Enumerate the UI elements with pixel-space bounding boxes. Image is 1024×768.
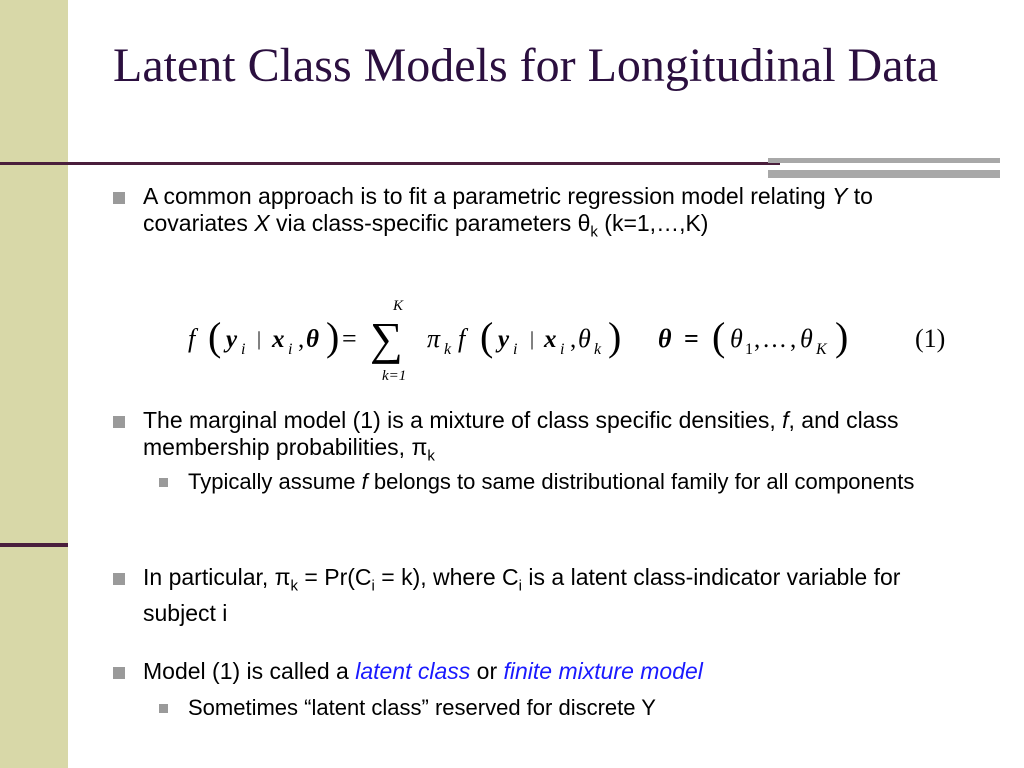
bullet-text: is a latent class-indicator variable for subject i: [143, 564, 901, 626]
bullet-text: A common approach is to fit a parametric regression model relating: [143, 183, 833, 209]
eq-theta-bold: θ: [658, 324, 672, 353]
eq-sub-K: K: [816, 341, 827, 358]
bullet-text: Sometimes “latent class” reserved for discrete Y: [188, 695, 656, 720]
bullet-text: or: [470, 658, 504, 684]
slide-title: Latent Class Models for Longitudinal Data: [113, 39, 939, 92]
title-rule-accent-top: [768, 158, 1000, 163]
bullet-text: Model (1) is called a: [143, 658, 356, 684]
eq-paren-open: (: [712, 314, 726, 359]
bullet-latent-indicator: [143, 564, 943, 627]
eq-paren-open: (: [208, 314, 222, 359]
eq-comma: ,: [790, 326, 797, 353]
sub-bullet-distributional-family: [188, 468, 948, 495]
eq-pi: π: [427, 324, 441, 353]
eq-theta: θ: [578, 324, 591, 353]
eq-bar: |: [257, 328, 262, 350]
bullet-text: The marginal model (1) is a mixture of class specific densities,: [143, 407, 783, 433]
bullet-model-name: [143, 658, 943, 685]
eq-comma: ,: [754, 326, 761, 353]
eq-theta-bold: θ: [306, 326, 319, 353]
term-latent-class: latent class: [355, 658, 471, 684]
title-rule: [0, 162, 780, 165]
eq-paren-close: ): [608, 314, 622, 359]
eq-sub-i: i: [560, 341, 565, 358]
bullet-marker: [113, 192, 125, 204]
bullet-subscript: k: [590, 223, 598, 241]
bullet-subscript: k: [290, 577, 299, 595]
eq-equals: =: [342, 324, 357, 353]
bullet-text: In particular, π: [143, 564, 291, 590]
bullet-text: (k=1,…,K): [597, 210, 709, 236]
eq-sum-upper: K: [393, 298, 404, 314]
bullet-text: via class-specific parameters θ: [269, 210, 591, 236]
equation-number: (1): [915, 324, 946, 353]
term-finite-mixture-model: finite mixture model: [503, 658, 703, 684]
bullet-text: = Pr(C: [298, 564, 372, 590]
eq-f: f: [188, 324, 196, 353]
eq-comma: ,: [298, 326, 305, 353]
eq-sum-lower: k=1: [382, 368, 407, 384]
eq-paren-close: ): [835, 314, 849, 359]
bullet-marker: [113, 416, 125, 428]
eq-f: f: [458, 324, 466, 353]
bullet-text: , and class membership probabilities, π: [143, 407, 899, 460]
title-rule-accent-bottom: [768, 170, 1000, 178]
bullet-text: to covariates: [143, 183, 873, 236]
bullet-subscript: k: [427, 447, 435, 465]
eq-sub-k: k: [594, 341, 602, 358]
bullet-text: = k), where C: [374, 564, 519, 590]
sidebar-band: [0, 0, 68, 768]
bullet-text: Typically assume: [188, 469, 362, 494]
sub-bullet-discrete-y: [188, 694, 948, 721]
eq-x: x: [544, 326, 557, 353]
bullet-text-italic: X: [254, 210, 270, 236]
eq-bar: |: [530, 328, 535, 350]
eq-sum: ∑: [370, 313, 403, 364]
eq-dots: …: [762, 326, 787, 353]
sidebar-accent-line: [0, 543, 68, 547]
eq-sub-i: i: [241, 341, 246, 358]
bullet-subscript: i: [518, 577, 523, 595]
bullet-text-italic: f: [361, 469, 368, 494]
sub-bullet-marker: [159, 478, 168, 487]
bullet-subscript: i: [371, 577, 375, 595]
eq-sub-one: 1: [745, 341, 753, 358]
eq-paren-open: (: [480, 314, 494, 359]
eq-y: y: [226, 326, 238, 353]
bullet-marker: [113, 667, 125, 679]
equation-1: [182, 294, 972, 384]
bullet-marginal-model: [143, 407, 963, 470]
eq-sub-i: i: [288, 341, 293, 358]
sub-bullet-marker: [159, 704, 168, 713]
eq-theta: θ: [730, 324, 743, 353]
eq-paren-close: ): [326, 314, 340, 359]
eq-x: x: [272, 326, 285, 353]
eq-y: y: [498, 326, 510, 353]
eq-sub-k: k: [444, 341, 452, 358]
bullet-text: belongs to same distributional family for all components: [367, 469, 915, 494]
eq-equals: =: [684, 324, 699, 353]
bullet-marker: [113, 573, 125, 585]
eq-sub-i: i: [513, 341, 518, 358]
bullet-regression-model: [143, 183, 943, 246]
eq-comma: ,: [570, 326, 577, 353]
eq-theta: θ: [800, 324, 813, 353]
bullet-text-italic: Y: [832, 183, 848, 209]
bullet-text-italic: f: [782, 407, 789, 433]
